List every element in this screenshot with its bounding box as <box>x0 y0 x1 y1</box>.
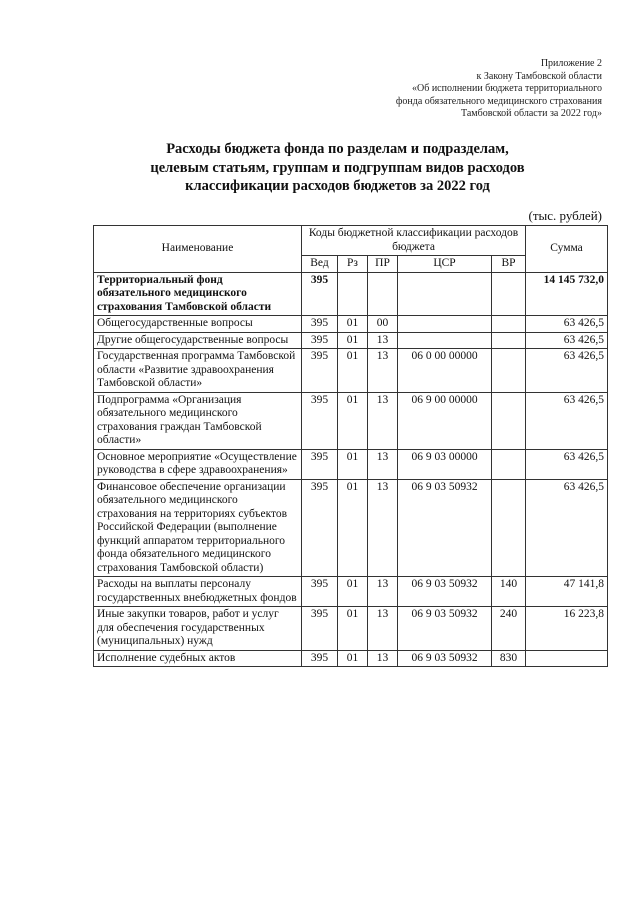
cell-sum: 63 426,5 <box>526 332 608 349</box>
cell-ved: 395 <box>302 392 338 449</box>
cell-vr <box>492 392 526 449</box>
cell-ved: 395 <box>302 272 338 316</box>
cell-name: Основное мероприятие «Осуществление руководства в сфере здравоохранения» <box>94 449 302 479</box>
cell-name: Общегосударственные вопросы <box>94 316 302 333</box>
cell-csr <box>398 332 492 349</box>
header-csr: ЦСР <box>398 256 492 273</box>
appendix-line-1: Приложение 2 <box>540 58 602 69</box>
cell-csr: 06 9 00 00000 <box>398 392 492 449</box>
cell-vr: 830 <box>492 650 526 667</box>
appendix-line-2: к Закону Тамбовской области <box>476 70 602 82</box>
cell-pr <box>368 272 398 316</box>
cell-vr <box>492 332 526 349</box>
cell-sum: 47 141,8 <box>526 577 608 607</box>
cell-csr: 06 9 03 50932 <box>398 607 492 651</box>
cell-ved: 395 <box>302 316 338 333</box>
cell-sum: 14 145 732,0 <box>526 272 608 316</box>
cell-vr <box>492 272 526 316</box>
cell-vr <box>492 449 526 479</box>
table-row <box>94 392 608 449</box>
cell-pr: 13 <box>368 650 398 667</box>
header-sum: Сумма <box>526 226 608 273</box>
cell-ved: 395 <box>302 650 338 667</box>
header-codes-group: Коды бюджетной классификации расходов бюджета <box>302 226 526 256</box>
cell-csr: 06 9 03 00000 <box>398 449 492 479</box>
cell-sum: 63 426,5 <box>526 392 608 449</box>
cell-csr <box>398 272 492 316</box>
cell-ved: 395 <box>302 607 338 651</box>
cell-name: Иные закупки товаров, работ и услуг для обеспечения государственных (муниципальных) нужд <box>94 607 302 651</box>
cell-rz: 01 <box>338 607 368 651</box>
cell-rz: 01 <box>338 349 368 393</box>
cell-sum: 63 426,5 <box>526 479 608 577</box>
table-row <box>94 449 608 479</box>
cell-rz: 01 <box>338 479 368 577</box>
table-row <box>94 479 608 577</box>
cell-sum: 63 426,5 <box>526 316 608 333</box>
cell-pr: 13 <box>368 449 398 479</box>
table-row <box>94 332 608 349</box>
table-row <box>94 577 608 607</box>
cell-ved: 395 <box>302 332 338 349</box>
cell-name: Расходы на выплаты персоналу государственных внебюджетных фондов <box>94 577 302 607</box>
header-name: Наименование <box>94 226 302 273</box>
cell-ved: 395 <box>302 479 338 577</box>
cell-csr: 06 9 03 50932 <box>398 650 492 667</box>
table-row <box>94 349 608 393</box>
title-line-2: целевым статьям, группам и подгруппам видов расходов <box>150 159 525 176</box>
table-row <box>94 316 608 333</box>
header-vr: ВР <box>492 256 526 273</box>
cell-csr: 06 9 03 50932 <box>398 479 492 577</box>
cell-pr: 13 <box>368 479 398 577</box>
header-rz: Рз <box>338 256 368 273</box>
cell-pr: 13 <box>368 392 398 449</box>
units-label: (тыс. рублей) <box>528 208 602 223</box>
cell-vr <box>492 349 526 393</box>
appendix-block <box>302 58 602 121</box>
cell-name: Государственная программа Тамбовской области «Развитие здравоохранения Тамбовской области» <box>94 349 302 393</box>
cell-csr <box>398 316 492 333</box>
title-line-1: Расходы бюджета фонда по разделам и подразделам, <box>166 141 509 157</box>
cell-rz: 01 <box>338 577 368 607</box>
appendix-line-5: Тамбовской области за 2022 год» <box>461 108 602 120</box>
cell-ved: 395 <box>302 349 338 393</box>
cell-pr: 13 <box>368 349 398 393</box>
cell-vr <box>492 316 526 333</box>
cell-name: Исполнение судебных актов <box>94 650 302 667</box>
cell-ved: 395 <box>302 449 338 479</box>
cell-pr: 13 <box>368 577 398 607</box>
cell-rz: 01 <box>338 650 368 667</box>
cell-rz: 01 <box>338 449 368 479</box>
cell-name: Финансовое обеспечение организации обязательного медицинского страхования на территориях субъектов Российской Федерации (выполнение функций аппаратом территориального фонда обязательного медицинского страхования Тамбовской области) <box>94 479 302 577</box>
cell-sum: 63 426,5 <box>526 449 608 479</box>
document-title <box>60 140 615 196</box>
cell-rz: 01 <box>338 392 368 449</box>
table-row <box>94 650 608 667</box>
cell-pr: 13 <box>368 332 398 349</box>
cell-rz: 01 <box>338 332 368 349</box>
cell-vr: 140 <box>492 577 526 607</box>
header-pr: ПР <box>368 256 398 273</box>
title-line-3: классификации расходов бюджетов за 2022 год <box>185 178 490 194</box>
cell-sum <box>526 650 608 667</box>
appendix-line-4: фонда обязательного медицинского страхования <box>395 95 602 107</box>
cell-rz <box>338 272 368 316</box>
cell-pr: 00 <box>368 316 398 333</box>
cell-name: Территориальный фонд обязательного медицинского страхования Тамбовской области <box>94 272 302 316</box>
header-ved: Вед <box>302 256 338 273</box>
cell-csr: 06 0 00 00000 <box>398 349 492 393</box>
cell-ved: 395 <box>302 577 338 607</box>
cell-csr: 06 9 03 50932 <box>398 577 492 607</box>
cell-pr: 13 <box>368 607 398 651</box>
cell-vr: 240 <box>492 607 526 651</box>
table-row <box>94 607 608 651</box>
cell-vr <box>492 479 526 577</box>
cell-sum: 63 426,5 <box>526 349 608 393</box>
expenses-table <box>93 225 608 667</box>
appendix-line-3: «Об исполнении бюджета территориального <box>412 83 602 95</box>
cell-name: Подпрограмма «Организация обязательного медицинского страхования граждан Тамбовской области» <box>94 392 302 449</box>
cell-sum: 16 223,8 <box>526 607 608 651</box>
table-row <box>94 272 608 316</box>
cell-name: Другие общегосударственные вопросы <box>94 332 302 349</box>
cell-rz: 01 <box>338 316 368 333</box>
